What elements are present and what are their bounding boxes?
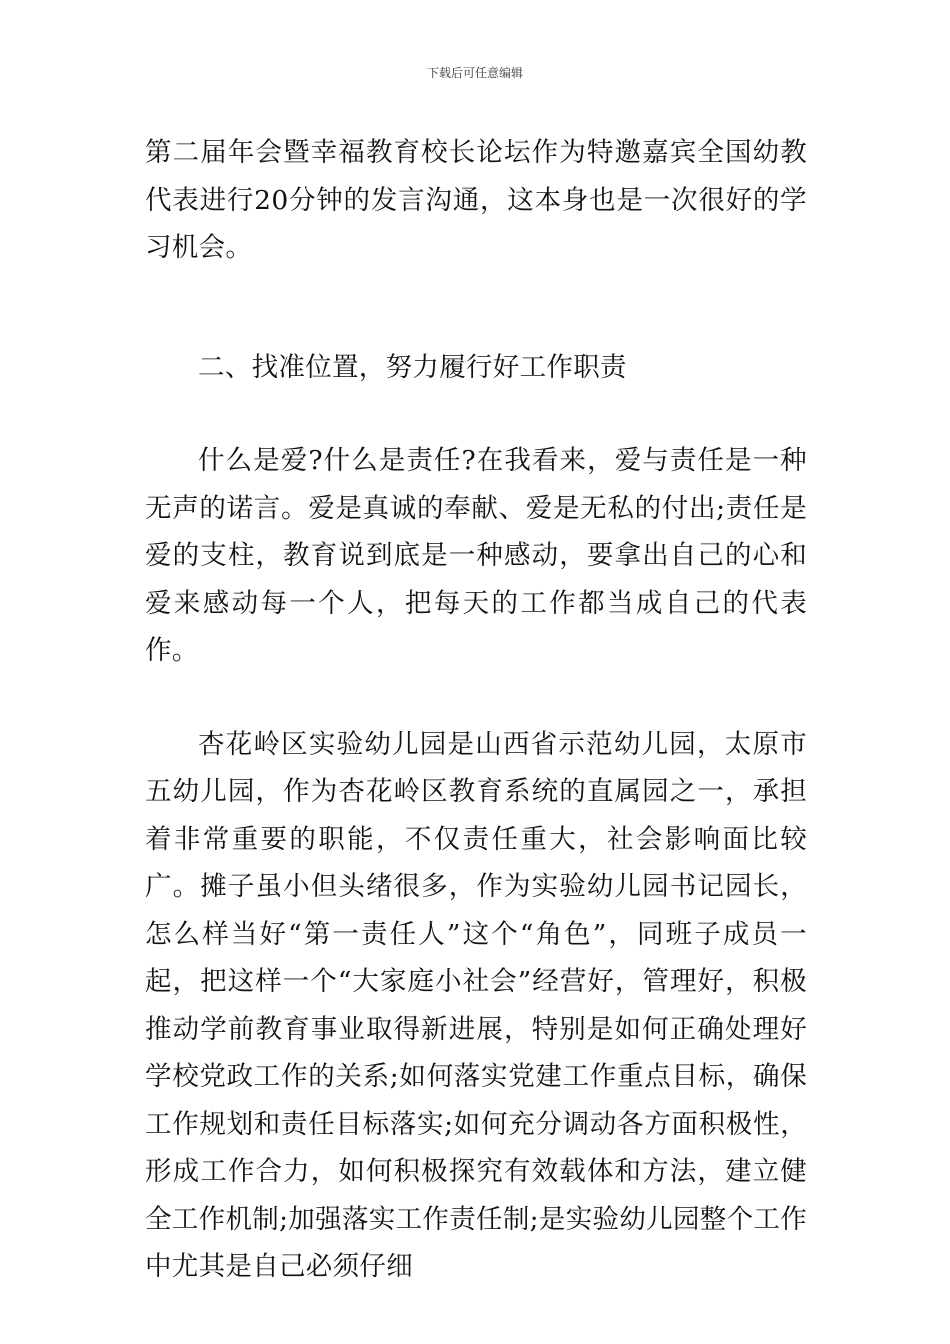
paragraph-gap	[145, 675, 807, 721]
paragraph-gap	[145, 391, 807, 437]
paragraph-gap	[145, 272, 807, 320]
paragraph-kindergarten: 杏花岭区实验幼儿园是山西省示范幼儿园，太原市五幼儿园，作为杏花岭区教育系统的直属园之一，承担着非常重要的职能，不仅责任重大，社会影响面比较广。摊子虽小但头绪很多，作为实验幼儿园书记园长，怎么样当好“第一责任人”这个“角色”，同班子成员一起，把这样一个“大家庭小社会”经营好，管理好，积极推动学前教育事业取得新进展，特别是如何正确处理好学校党政工作的关系;如何落实党建工作重点目标，确保工作规划和责任目标落实;如何充分调动各方面积极性，形成工作合力，如何积极探究有效载体和方法，建立健全工作机制;加强落实工作责任制;是实验幼儿园整个工作中尤其是自己必须仔细	[145, 728, 807, 1282]
paragraph-gap	[145, 320, 807, 344]
page-header: 下载后可任意编辑	[426, 66, 523, 80]
section-heading: 二、找准位置，努力履行好工作职责	[198, 351, 627, 383]
paragraph-love-responsibility: 什么是爱?什么是责任?在我看来，爱与责任是一种无声的诺言。爱是真诚的奉献、爱是无私的付出;责任是爱的支柱，教育说到底是一种感动，要拿出自己的心和爱来感动每一个人，把每天的工作都当成自己的代表作。	[145, 445, 807, 666]
document-body	[145, 129, 807, 1291]
paragraph-continued: 第二届年会暨幸福教育校长论坛作为特邀嘉宾全国幼教代表进行20分钟的发言沟通，这本身也是一次很好的学习机会。	[145, 137, 807, 263]
